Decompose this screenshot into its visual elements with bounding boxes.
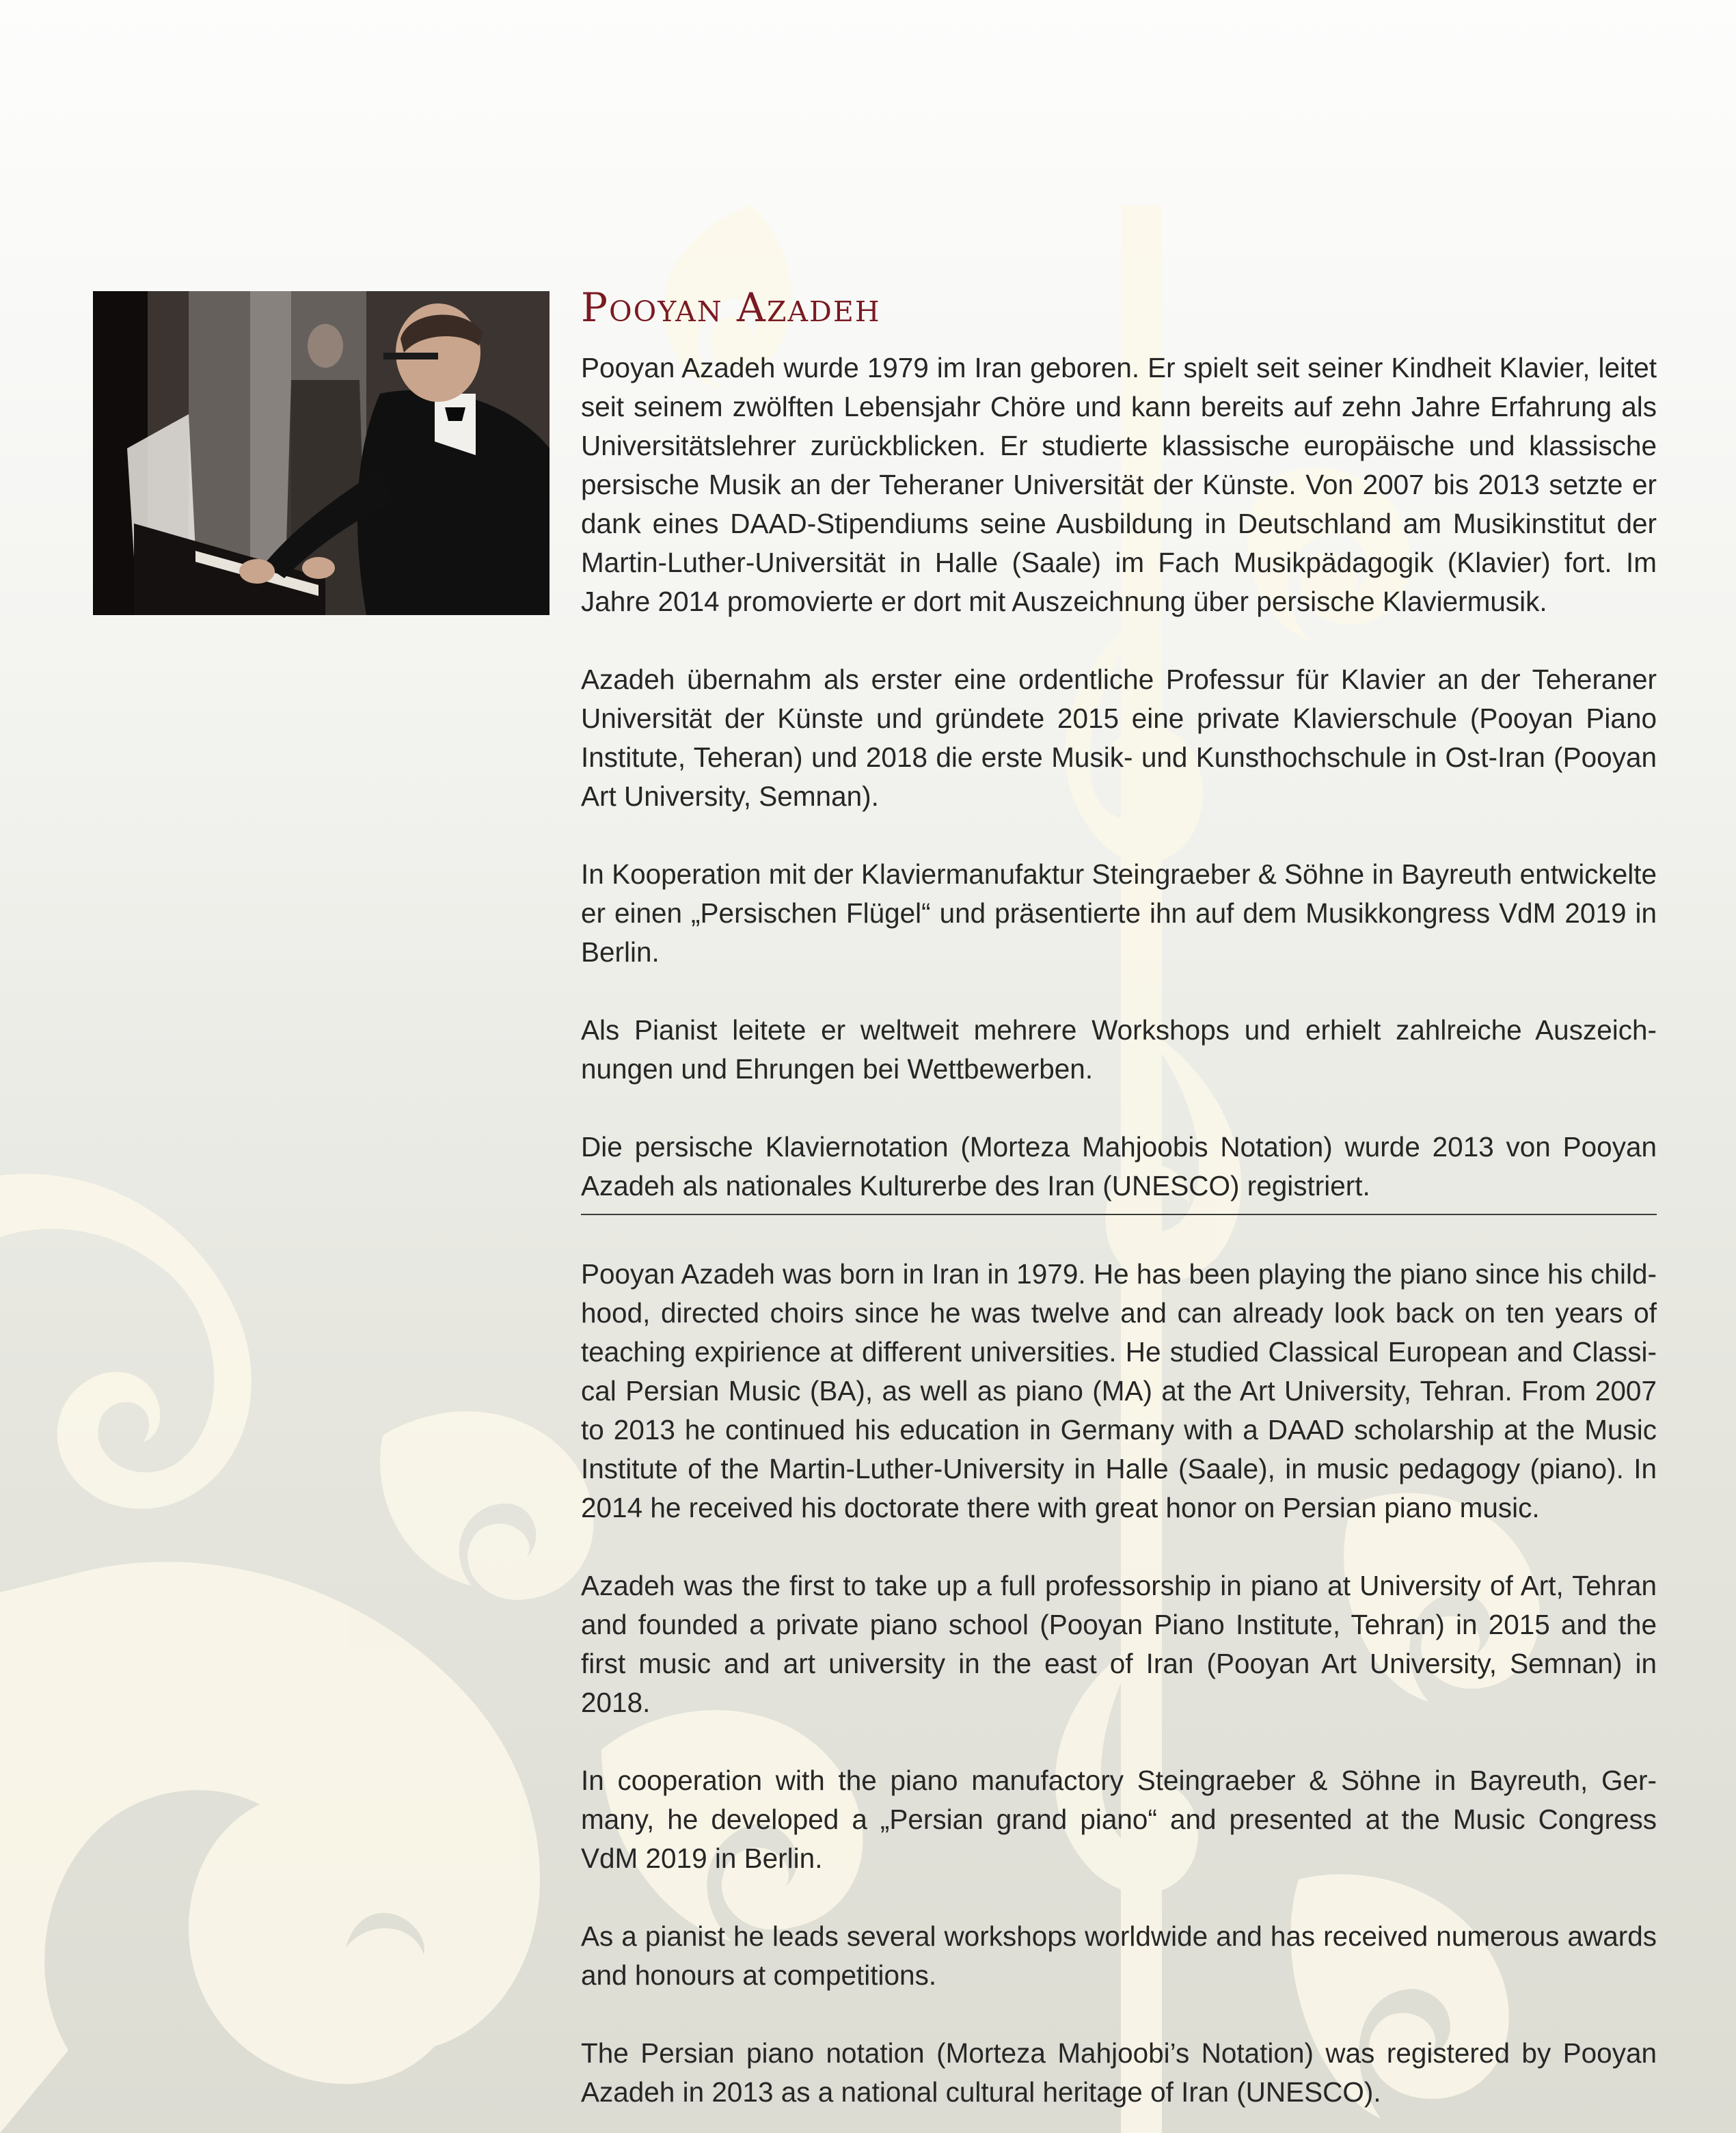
paragraph-de-2: Azadeh übernahm als erster eine ordentliche Professur für Klavier an der Teheraner Universität der Künste und gründete 2015 eine private Klavierschule (Pooyan Piano Institute, Teheran) und 2018 die erste Musik- und Kunsthochschule in Ost-Iran (Pooyan Art University, Semnan). xyxy=(581,664,1657,812)
paragraph-de-1: Pooyan Azadeh wurde 1979 im Iran geboren. Er spielt seit seiner Kindheit Klavier, leitet seit seinem zwölften Lebensjahr Chöre und kann bereits auf zehn Jahre Erfahrung als Universitätslehrer zurückblicken. Er studierte klassische europäische und klassische persische Musik an der Teheraner Universität der Künste. Von 2007 bis 2013 setzte er dank eines DAAD-Stipendiums seine Ausbildung in Deutschland am Musikinstitut der Martin-Luther-Universität in Halle (Saale) im Fach Musikpädagogik (Klavier) fort. Im Jahre 2014 promovierte er dort mit Auszeichnung über persische Klaviermusik. xyxy=(581,352,1657,617)
section-divider xyxy=(581,1214,1657,1215)
paragraph-de-3: In Kooperation mit der Klaviermanufaktur Steingraeber & Söhne in Bayreuth entwickelte er einen „Persischen Flügel“ und präsentierte ihn auf dem Musikkongress VdM 2019 in Berlin. xyxy=(581,858,1657,968)
english-biography xyxy=(581,1255,1657,2112)
paragraph-de-5: Die persische Klaviernotation (Morteza Mahjoobis Notation) wurde 2013 von Pooyan Azadeh als nationales Kulturerbe des Iran (UNESCO) registriert. xyxy=(581,1131,1657,1201)
paragraph-en-5: The Persian piano notation (Morteza Mahjoobi’s Notation) was registered by Pooyan Azadeh in 2013 as a national cultural heritage of Iran (UNESCO). xyxy=(581,2037,1657,2108)
pianist-photo-icon xyxy=(93,291,550,615)
pianist-photo xyxy=(93,291,550,615)
paragraph-en-3: In cooperation with the piano manufactory Steingraeber & Söhne in Bayreuth, Germany, he developed a „Persian grand piano“ and presented at the Music Congress VdM 2019 in Berlin. xyxy=(581,1765,1657,1874)
paragraph-en-4: As a pianist he leads several workshops worldwide and has received numerous awards and honours at competitions. xyxy=(581,1920,1657,1991)
page-title: Pooyan Azadeh xyxy=(581,284,881,331)
german-biography xyxy=(581,349,1657,1206)
biography xyxy=(581,279,1657,2112)
paragraph-en-1: Pooyan Azadeh was born in Iran in 1979. He has been playing the piano since his childhood, directed choirs since he was twelve and can already look back on ten years of teaching expirience at different universities. He studied Classical European and Classical Persian Music (BA), as well as piano (MA) at the Art University, Tehran. From 2007 to 2013 he continued his education in Germany with a DAAD scholarship at the Music Institute of the Martin-Luther-University in Halle (Saale), in music pedagogy (piano). In 2014 he received his doctorate there with great honor on Persian piano music. xyxy=(581,1258,1657,1523)
paragraph-en-2: Azadeh was the first to take up a full professorship in piano at University of Art, Tehran and founded a private piano school (Pooyan Piano Institute, Tehran) in 2015 and the first music and art university in the east of Iran (Pooyan Art University, Semnan) in 2018. xyxy=(581,1570,1657,1718)
paragraph-de-4: Als Pianist leitete er weltweit mehrere Workshops und erhielt zahlreiche Auszeichnungen und Ehrungen bei Wettbewerben. xyxy=(581,1014,1657,1085)
